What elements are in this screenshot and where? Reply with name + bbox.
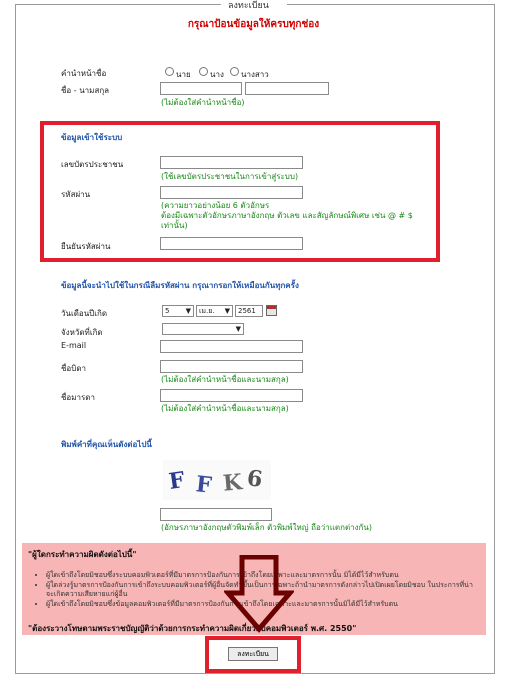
birth-month-value: เม.ย.: [199, 307, 215, 315]
birth-province-label: จังหวัดที่เกิด: [61, 328, 103, 337]
captcha-char: F: [167, 467, 187, 495]
title-option-miss: นางสาว: [241, 70, 269, 79]
birth-day-select[interactable]: [162, 305, 194, 317]
recovery-section-title: ข้อมูลนี้จะนำไปใช้ในกรณีลืมรหัสผ่าน กรุณากรอกให้เหมือนกันทุกครั้ง: [61, 281, 299, 290]
national-id-input[interactable]: [160, 156, 303, 169]
father-name-label: ชื่อบิดา: [61, 364, 86, 373]
confirm-password-input[interactable]: [160, 237, 303, 250]
warning-law-text: "ต้องระวางโทษตามพระราชบัญญัติว่าด้วยการกระทำความผิดเกี่ยวกับคอมพิวเตอร์ พ.ศ. 2550": [28, 624, 357, 633]
password-label: รหัสผ่าน: [61, 190, 91, 199]
captcha-char: K: [221, 469, 244, 497]
first-name-input[interactable]: [160, 82, 242, 95]
warning-title: "ผู้ใดกระทำความผิดดังต่อไปนี้": [28, 550, 137, 559]
chevron-down-icon: ▼: [235, 325, 241, 333]
login-section-title: ข้อมูลเข้าใช้ระบบ: [61, 133, 123, 142]
captcha-section-title: พิมพ์คำที่คุณเห็นดังต่อไปนี้: [61, 440, 152, 449]
birth-year-field[interactable]: [235, 305, 263, 317]
birth-year-value: 2561: [238, 307, 256, 315]
title-radio-mrs[interactable]: [199, 67, 208, 76]
father-name-hint: (ไม่ต้องใส่คำนำหน้าชื่อและนามสกุล): [161, 375, 289, 384]
fieldset-legend: ลงทะเบียน: [224, 0, 273, 12]
title-option-mrs: นาง: [210, 70, 224, 79]
title-radio-mr[interactable]: [165, 67, 174, 76]
mother-name-hint: (ไม่ต้องใส่คำนำหน้าชื่อและนามสกุล): [161, 404, 289, 413]
email-input[interactable]: [160, 340, 303, 353]
confirm-password-label: ยืนยันรหัสผ่าน: [61, 242, 111, 251]
chevron-down-icon: ▼: [224, 307, 230, 315]
birth-province-select[interactable]: [162, 323, 244, 335]
register-button[interactable]: ลงทะเบียน: [228, 647, 278, 661]
captcha-input[interactable]: [160, 508, 272, 521]
national-id-label: เลขบัตรประชาชน: [61, 160, 124, 169]
submit-highlight-box: [205, 636, 301, 673]
title-option-mr: นาย: [176, 70, 191, 79]
warning-item: • ผู้ใดเข้าถึงโดยมิชอบซึ่งระบบคอมพิวเตอร์ที่มีมาตรการป้องกันการเข้าถึงโดยเฉพาะและมาตรการนั้น มิได้มีไว้สำหรับตน: [46, 571, 478, 580]
captcha-char: F: [194, 471, 213, 499]
password-hint-2: ต้องมีเฉพาะตัวอักษรภาษาอังกฤษ ตัวเลข และสัญลักษณ์พิเศษ เช่น @ # $: [161, 211, 413, 220]
warning-item: • ผู้ใดล่วงรู้มาตรการป้องกันการเข้าถึงระบบคอมพิวเตอร์ที่ผู้อื่นจัดทำขึ้นเป็นการเฉพาะถ้านำมาตรการดังกล่าวไปเปิดเผยโดยมิชอบ ในประการที่น่าจะเกิดความเสียหายแก่ผู้อื่น: [46, 581, 478, 599]
captcha-char: 6: [245, 465, 265, 493]
password-hint-1: (ความยาวอย่างน้อย 6 ตัวอักษร: [161, 201, 270, 210]
password-hint-3: เท่านั้น): [161, 221, 188, 230]
password-input[interactable]: [160, 186, 303, 199]
captcha-hint: (อักษรภาษาอังกฤษตัวพิมพ์เล็ก ตัวพิมพ์ใหญ่ ถือว่าแตกต่างกัน): [161, 523, 372, 532]
mother-name-input[interactable]: [160, 389, 303, 402]
captcha-image: [163, 460, 271, 500]
calendar-icon[interactable]: [266, 305, 277, 316]
title-radio-miss[interactable]: [230, 67, 239, 76]
birth-day-value: 5: [165, 307, 170, 315]
father-name-input[interactable]: [160, 360, 303, 373]
warning-item: • ผู้ใดเข้าถึงโดยมิชอบซึ่งข้อมูลคอมพิวเตอร์ที่มีมาตรการป้องกันการเข้าถึงโดยเฉพาะและมาตรการนั้นมิได้มีไว้สำหรับตน: [46, 600, 478, 609]
national-id-hint: (ใช้เลขบัตรประชาชนในการเข้าสู่ระบบ): [161, 172, 299, 181]
name-label: ชื่อ - นามสกุล: [61, 86, 110, 95]
birth-month-select[interactable]: [196, 305, 233, 317]
last-name-input[interactable]: [245, 82, 329, 95]
title-label: คำนำหน้าชื่อ: [61, 69, 107, 78]
name-hint: (ไม่ต้องใส่คำนำหน้าชื่อ): [161, 98, 245, 107]
email-label: E-mail: [61, 341, 87, 350]
down-arrow-annotation-icon: [224, 555, 294, 633]
chevron-down-icon: ▼: [185, 307, 191, 315]
form-subtitle: กรุณาป้อนข้อมูลให้ครบทุกช่อง: [187, 19, 320, 30]
mother-name-label: ชื่อมารดา: [61, 393, 95, 402]
birth-date-label: วันเดือนปีเกิด: [61, 309, 108, 318]
